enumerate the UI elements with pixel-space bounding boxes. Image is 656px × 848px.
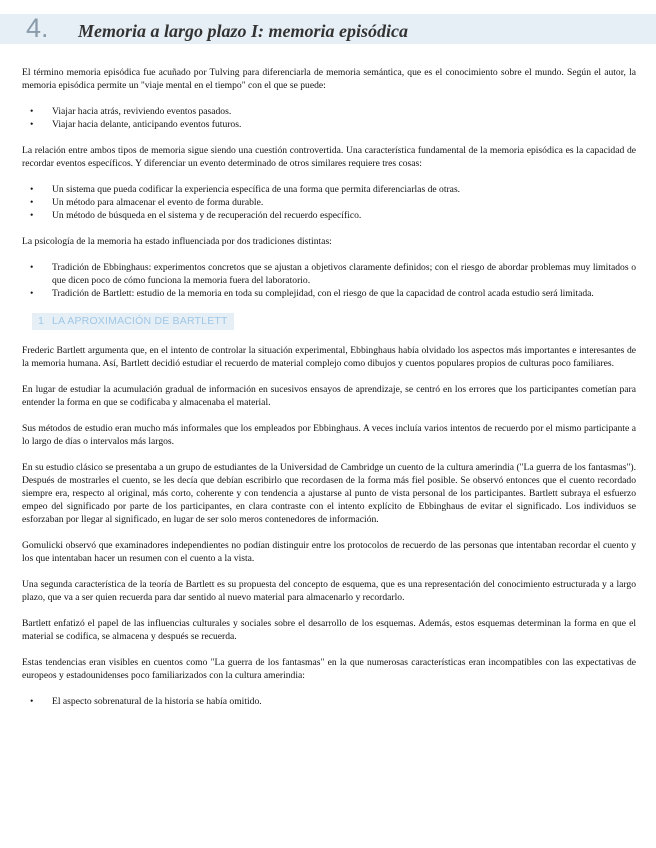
- section-title: LA APROXIMACIÓN DE BARTLETT: [52, 315, 228, 327]
- requirements-list: [22, 183, 636, 222]
- intro-paragraph-2: La relación entre ambos tipos de memoria sigue siendo una cuestión controvertida. Una característica fundamental de la memoria episódica es la capacidad de recordar eventos específicos. Y diferenciar un evento determinado de otros similares requiere tres cosas:: [22, 145, 636, 169]
- traditions-list: [22, 261, 636, 300]
- time-travel-list: [22, 105, 636, 131]
- section-paragraph: Gomulicki observó que examinadores independientes no podían distinguir entre los protocolos de recuerdo de las personas que intentaban recordar el cuento y los que intentaban hacer un resumen con el cuento a la vista.: [22, 540, 636, 564]
- section-paragraph: Frederic Bartlett argumenta que, en el intento de controlar la situación experimental, Ebbinghaus había olvidado los aspectos más importantes e interesantes de la memoria humana. Así, Bartlett decidió estudiar el recuerdo de material complejo como dibujos y cuentos populares propios de culturas poco familiares.: [22, 345, 636, 369]
- intro-paragraph-1: El término memoria episódica fue acuñado por Tulving para diferenciarla de memoria semántica, que es el conocimiento sobre el mundo. Según el autor, la memoria episódica permite un "viaje mental en el tiempo" con el que se puede:: [22, 67, 636, 91]
- list-item: • Tradición de Bartlett: estudio de la memoria en toda su complejidad, con el riesgo de que la capacidad de control acada estudio será limitada.: [52, 287, 636, 300]
- section-paragraph: En lugar de estudiar la acumulación gradual de información en sucesivos ensayos de aprendizaje, se centró en los errores que los participantes cometían para entender la forma en que se codificaba y almacenaba el material.: [22, 384, 636, 408]
- section-paragraph: En su estudio clásico se presentaba a un grupo de estudiantes de la Universidad de Cambridge un cuento de la cultura amerindia ("La guerra de los fantasmas"). Después de mostrarles el cuento, se les decía que debían escribirlo que recordasen de la forma más fiel posible. Se observó entonces que el cuento recordado siempre era, respecto al original, más corto, coherente y con tendencia a ajustarse al punto de vista personal de los participantes. Bartlett subraya el esfuerzo empeo del significado por parte de los participantes, en clara contraste con el intento explícito de Ebbinghaus de evitar el significado. Los individuos se esforzaban por llegar al significado, en lugar de ser solo meros contenedores de información.: [22, 462, 636, 525]
- chapter-number: 4.: [26, 13, 49, 43]
- section-paragraph: Estas tendencias eran visibles en cuentos como "La guerra de los fantasmas" en la que numerosas características eran incompatibles con las expectativas de europeos y estadounidenses poco familiarizados con la cultura amerindia:: [22, 657, 636, 681]
- section-paragraph: Una segunda característica de la teoría de Bartlett es su propuesta del concepto de esquema, que es una representación del conocimiento estructurada y a largo plazo, que va a ser quien recuerda para dar sentido al nuevo material para almacenarlo y recordarlo.: [22, 579, 636, 603]
- section-heading: [32, 313, 234, 330]
- section-paragraph: Sus métodos de estudio eran mucho más informales que los empleados por Ebbinghaus. A veces incluía varios intentos de recuerdo por el mismo participante a lo largo de días o intervalos más largos.: [22, 423, 636, 447]
- page-body: [22, 66, 636, 721]
- section-number: 1: [38, 315, 45, 327]
- list-item: • Un método de búsqueda en el sistema y de recuperación del recuerdo específico.: [52, 209, 636, 222]
- section-paragraph: Bartlett enfatizó el papel de las influencias culturales y sociales sobre el desarrollo de los esquemas. Además, estos esquemas determinan la forma en que el material se codifica, se almacena y después se recuerda.: [22, 618, 636, 642]
- chapter-title: Memoria a largo plazo I: memoria episódica: [78, 21, 408, 41]
- list-item: • Viajar hacia delante, anticipando eventos futuros.: [52, 118, 636, 131]
- list-item: • Un método para almacenar el evento de forma durable.: [52, 196, 636, 209]
- list-item: • Tradición de Ebbinghaus: experimentos concretos que se ajustan a objetivos claramente definidos; con el riesgo de abordar problemas muy limitados o que dicen poco de cómo funciona la memoria fuera del laboratorio.: [52, 261, 636, 287]
- ghosts-features-list: [22, 695, 636, 708]
- intro-paragraph-3: La psicología de la memoria ha estado influenciada por dos tradiciones distintas:: [22, 236, 332, 247]
- list-item: • Viajar hacia atrás, reviviendo eventos pasados.: [52, 105, 636, 118]
- list-item: • El aspecto sobrenatural de la historia se había omitido.: [52, 695, 636, 708]
- list-item: • Un sistema que pueda codificar la experiencia específica de una forma que permita diferenciarlas de otras.: [52, 183, 636, 196]
